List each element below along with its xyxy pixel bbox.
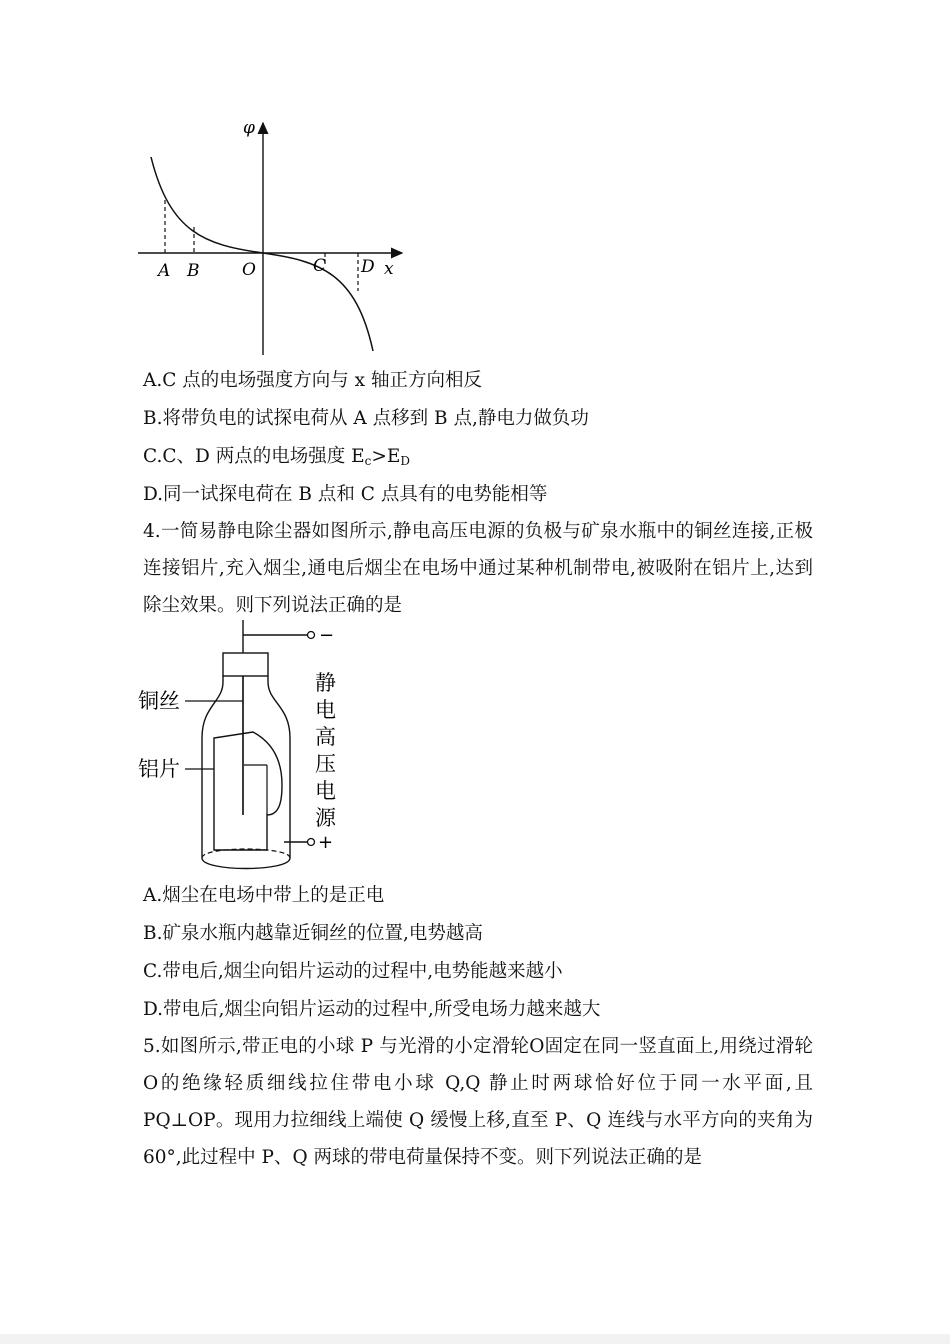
point-b-label: B [187,261,200,281]
q3-option-b: B.将带负电的试探电荷从 A 点移到 B 点,静电力做负功 [143,408,589,429]
label-power-6: 源 [315,806,336,830]
axis-x-label: x [384,259,394,279]
q3-option-d: D.同一试探电荷在 B 点和 C 点具有的电势能相等 [143,484,548,505]
precipitator-figure [130,620,360,880]
point-a-label: A [158,261,171,281]
label-power-1: 静 [315,671,336,695]
label-aluminum-foil: 铝片 [138,757,180,781]
q4-option-b: B.矿泉水瓶内越靠近铜丝的位置,电势越高 [143,923,483,944]
point-c-label: C [313,256,327,276]
axis-y-label: φ [243,118,255,138]
q4-option-a: A.烟尘在电场中带上的是正电 [143,885,385,906]
q4-option-d: D.带电后,烟尘向铝片运动的过程中,所受电场力越来越大 [143,999,601,1020]
q4-option-c: C.带电后,烟尘向铝片运动的过程中,电势能越来越小 [143,961,563,982]
point-o-label: O [242,260,256,280]
q3-option-c: C.C、D 两点的电场强度 $E_c>E_D$ [143,446,411,468]
label-power-3: 高 [315,725,336,749]
q3-option-a: A.C 点的电场强度方向与 x 轴正方向相反 [143,370,482,391]
potential-graph [130,115,420,360]
plus-sign: + [318,832,334,853]
q5-stem: 5.如图所示,带正电的小球 P 与光滑的小定滑轮O固定在同一竖直面上,用绕过滑轮O的绝缘轻质细线拉住带电小球 Q,Q 静止时两球恰好位于同一水平面,且 PQ⊥OP。现用力拉细线上端使 Q 缓慢上移,直至 P、Q 连线与水平方向的夹角为 60°,此过程中 P、Q 两球的带电荷量保持不变。则下列说法正确的是 [143,1036,813,1168]
minus-sign: − [319,625,335,646]
bottom-scroll-strip [0,1334,950,1344]
label-copper-wire: 铜丝 [138,689,180,713]
potential-curve [151,157,373,351]
bottle-cap [223,653,268,676]
label-power-5: 电 [315,779,336,803]
negative-terminal [308,632,315,639]
label-power-2: 电 [315,698,336,722]
q4-stem: 4.一简易静电除尘器如图所示,静电高压电源的负极与矿泉水瓶中的铜丝连接,正极连接铝片,充入烟尘,通电后烟尘在电场中通过某种机制带电,被吸附在铝片上,达到除尘效果。则下列说法正确的是 [143,521,813,616]
label-power-4: 压 [315,752,336,776]
aluminum-foil [214,732,282,850]
positive-terminal [308,839,315,846]
point-d-label: D [361,257,375,277]
bottle-body [202,676,290,858]
